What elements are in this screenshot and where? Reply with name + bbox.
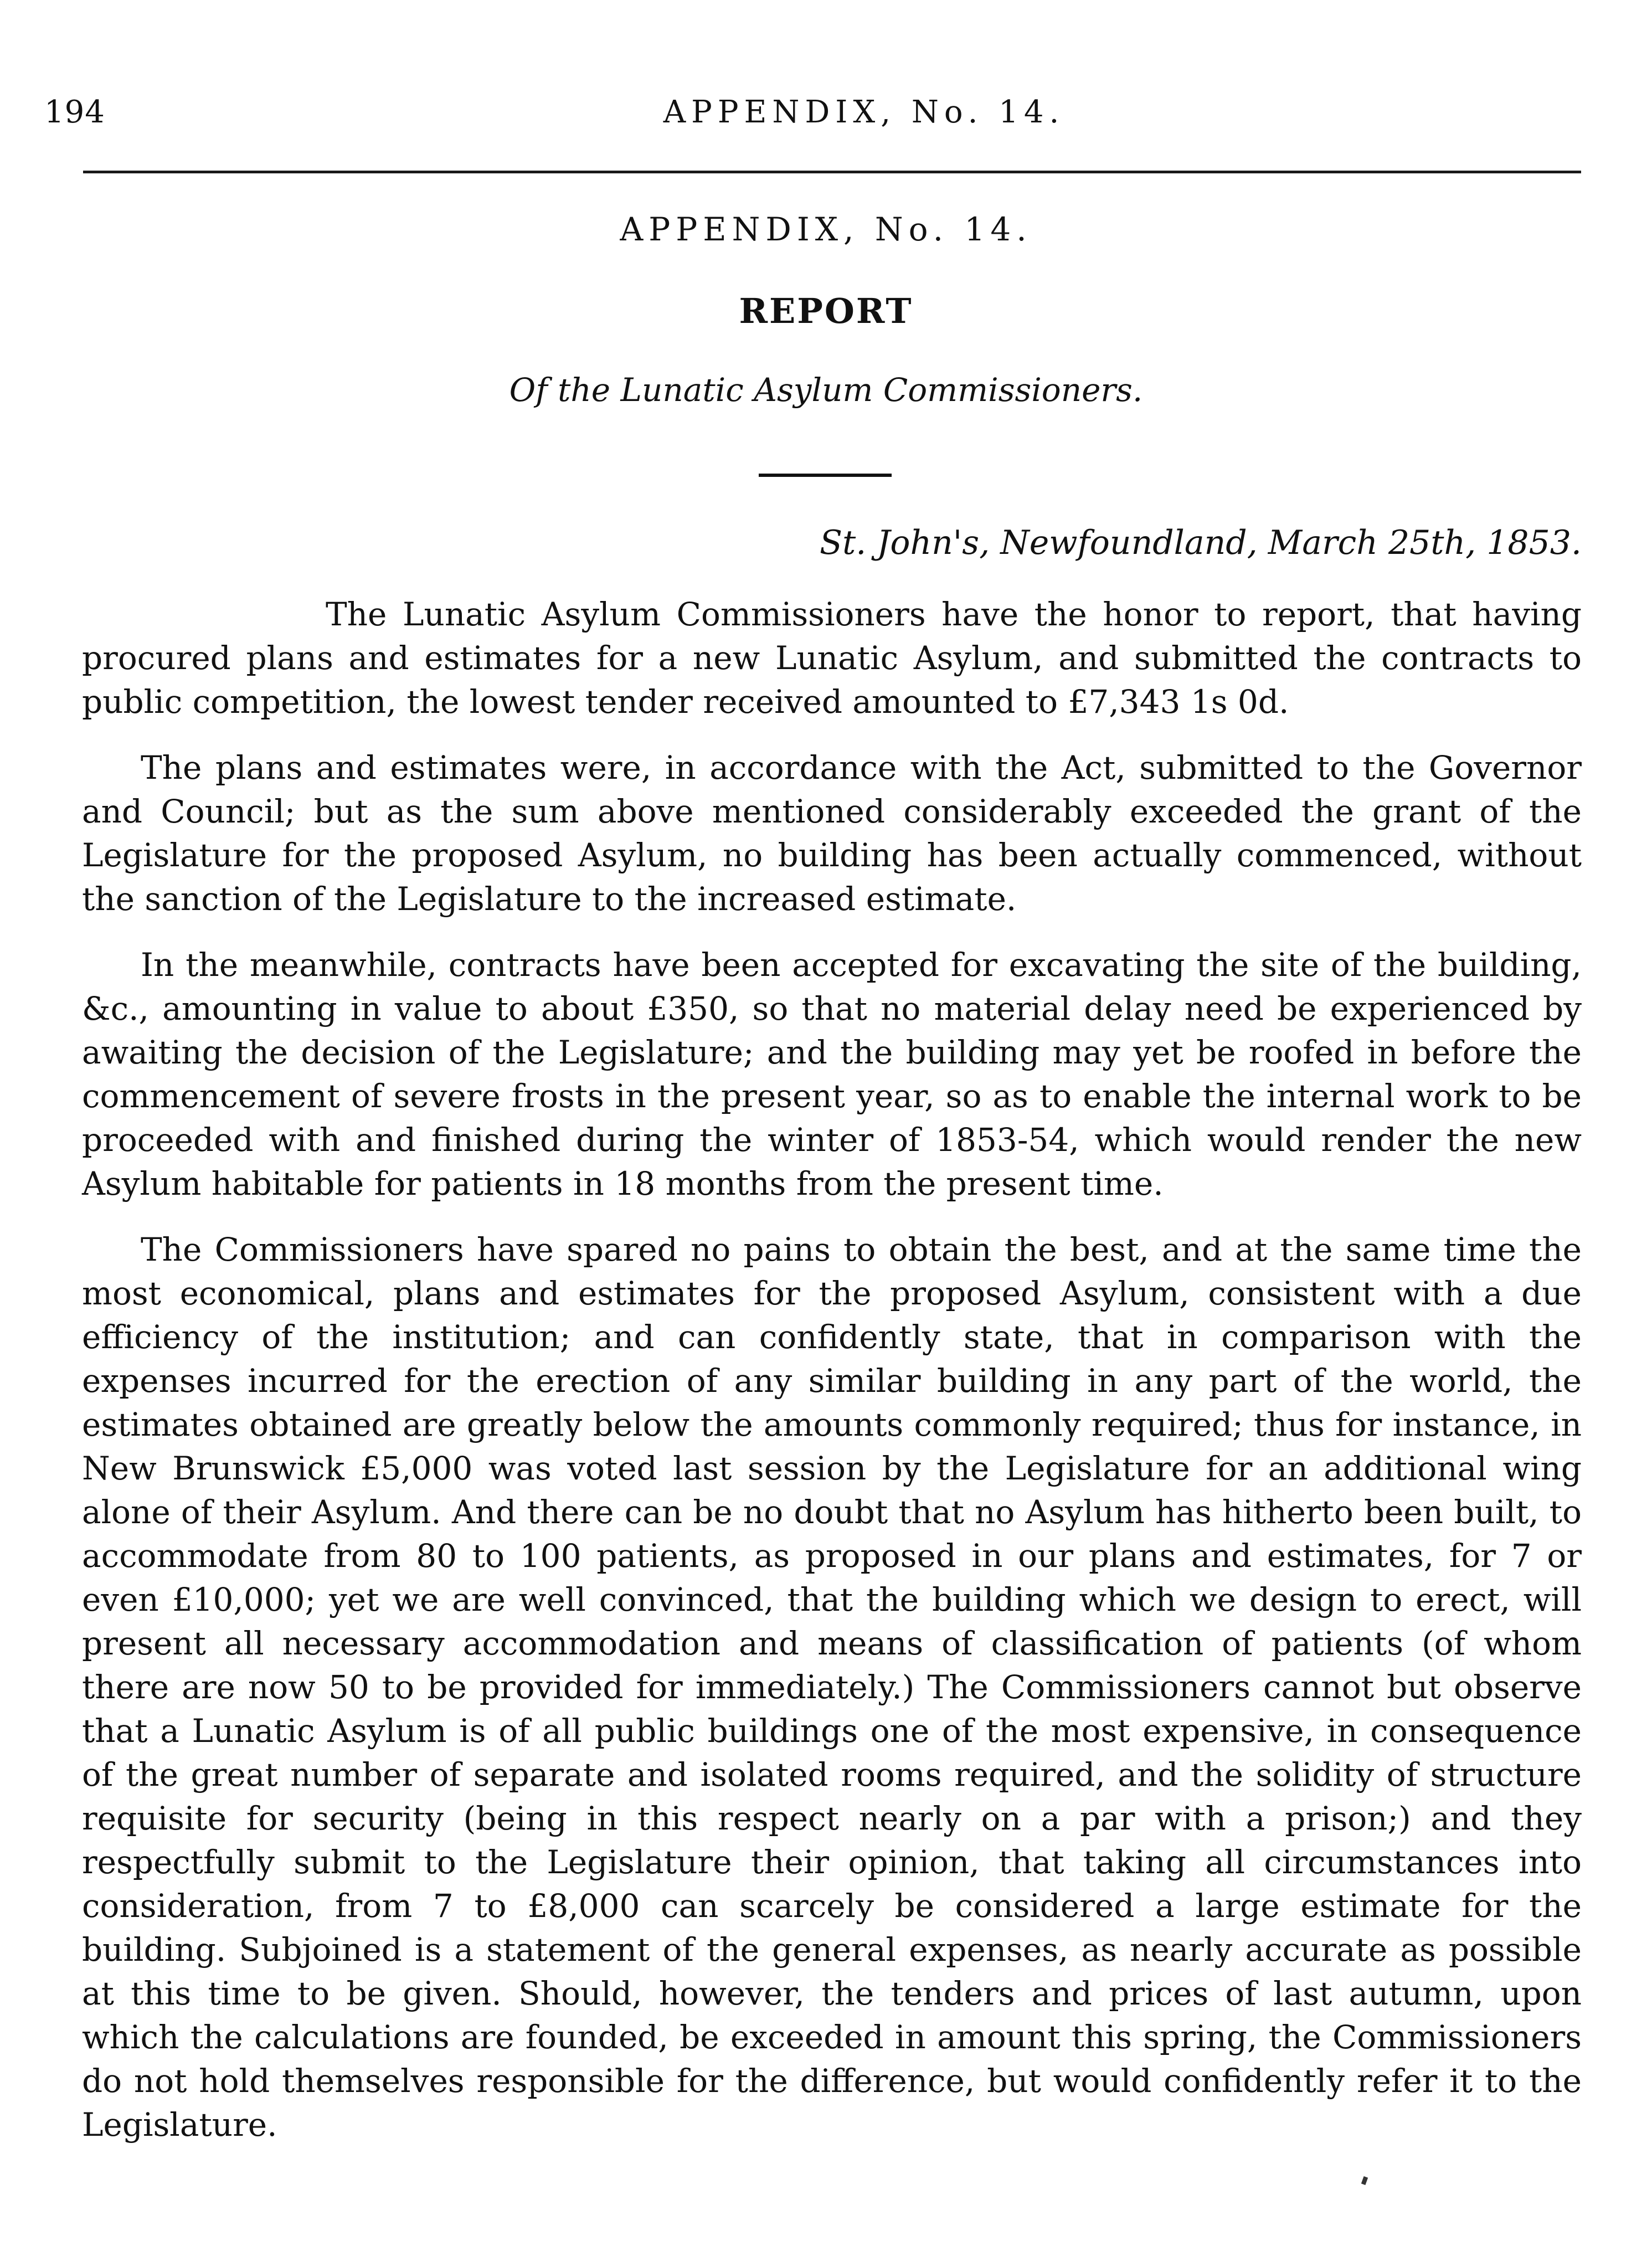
ink-speck (1361, 2176, 1368, 2185)
running-title: APPENDIX, No. 14. (663, 94, 1065, 130)
header-rule (83, 171, 1581, 173)
appendix-heading: APPENDIX, No. 14. (620, 210, 1032, 248)
running-head (44, 94, 1584, 133)
page-number: 194 (44, 94, 105, 130)
report-heading: REPORT (739, 291, 913, 331)
report-body (82, 593, 1582, 2169)
paragraph-3: In the meanwhile, contracts have been accepted for excavating the site of the building, &c., amounting in value to about £350, so that no material delay need be experienced by awaiting the decision of the Legislature; and the building may yet be roofed in before the commencement of severe frosts in the present year, so as to enable the internal work to be proceeded with and finished during the winter of 1853-54, which would render the new Asylum habitable for patients in 18 months from the present time. (82, 946, 1582, 1202)
section-divider (759, 474, 892, 477)
dateline: St. John's, Newfoundland, March 25th, 1853. (819, 523, 1582, 562)
paragraph-1: The Lunatic Asylum Commissioners have the honor to report, that having procured plans and estimates for a new Lunatic Asylum, and submitted the contracts to public competition, the lowest tender received amounted to £7,343 1s 0d. (82, 595, 1582, 721)
report-subtitle: Of the Lunatic Asylum Commissioners. (509, 371, 1143, 409)
paragraph-4: The Commissioners have spared no pains to obtain the best, and at the same time the most economical, plans and estimates for the proposed Asylum, consistent with a due efficiency of the institution; and can confidently state, that in comparison with the expenses incurred for the erection of any similar building in any part of the world, the estimates obtained are greatly below the amounts commonly required; thus for instance, in New Brunswick £5,000 was voted last session by the Legislature for an additional wing alone of their Asylum. And there can be no doubt that no Asylum has hitherto been built, to accommodate from 80 to 100 patients, as proposed in our plans and estimates, for 7 or even £10,000; yet we are well convinced, that the building which we design to erect, will present all necessary accommodation and means of classification of patients (of whom there are now 50 to be provided for immediately.) The Commissioners cannot but observe that a Lunatic Asylum is of all public buildings one of the most expensive, in consequence of the great number of separate and isolated rooms required, and the solidity of structure requisite for security (being in this respect nearly on a par with a prison;) and they respectfully submit to the Legislature their opinion, that taking all circumstances into consideration, from 7 to £8,000 can scarcely be considered a large estimate for the building. Subjoined is a statement of the general expenses, as nearly accurate as possible at this time to be given. Should, however, the tenders and prices of last autumn, upon which the calculations are founded, be exceeded in amount this spring, the Commissioners do not hold themselves responsible for the difference, but would confidently refer it to the Legislature. (82, 1231, 1582, 2144)
paragraph-2: The plans and estimates were, in accordance with the Act, submitted to the Governor and Council; but as the sum above mentioned considerably exceeded the grant of the Legislature for the proposed Asylum, no building has been actually commenced, without the sanction of the Legislature to the increased estimate. (82, 749, 1582, 918)
